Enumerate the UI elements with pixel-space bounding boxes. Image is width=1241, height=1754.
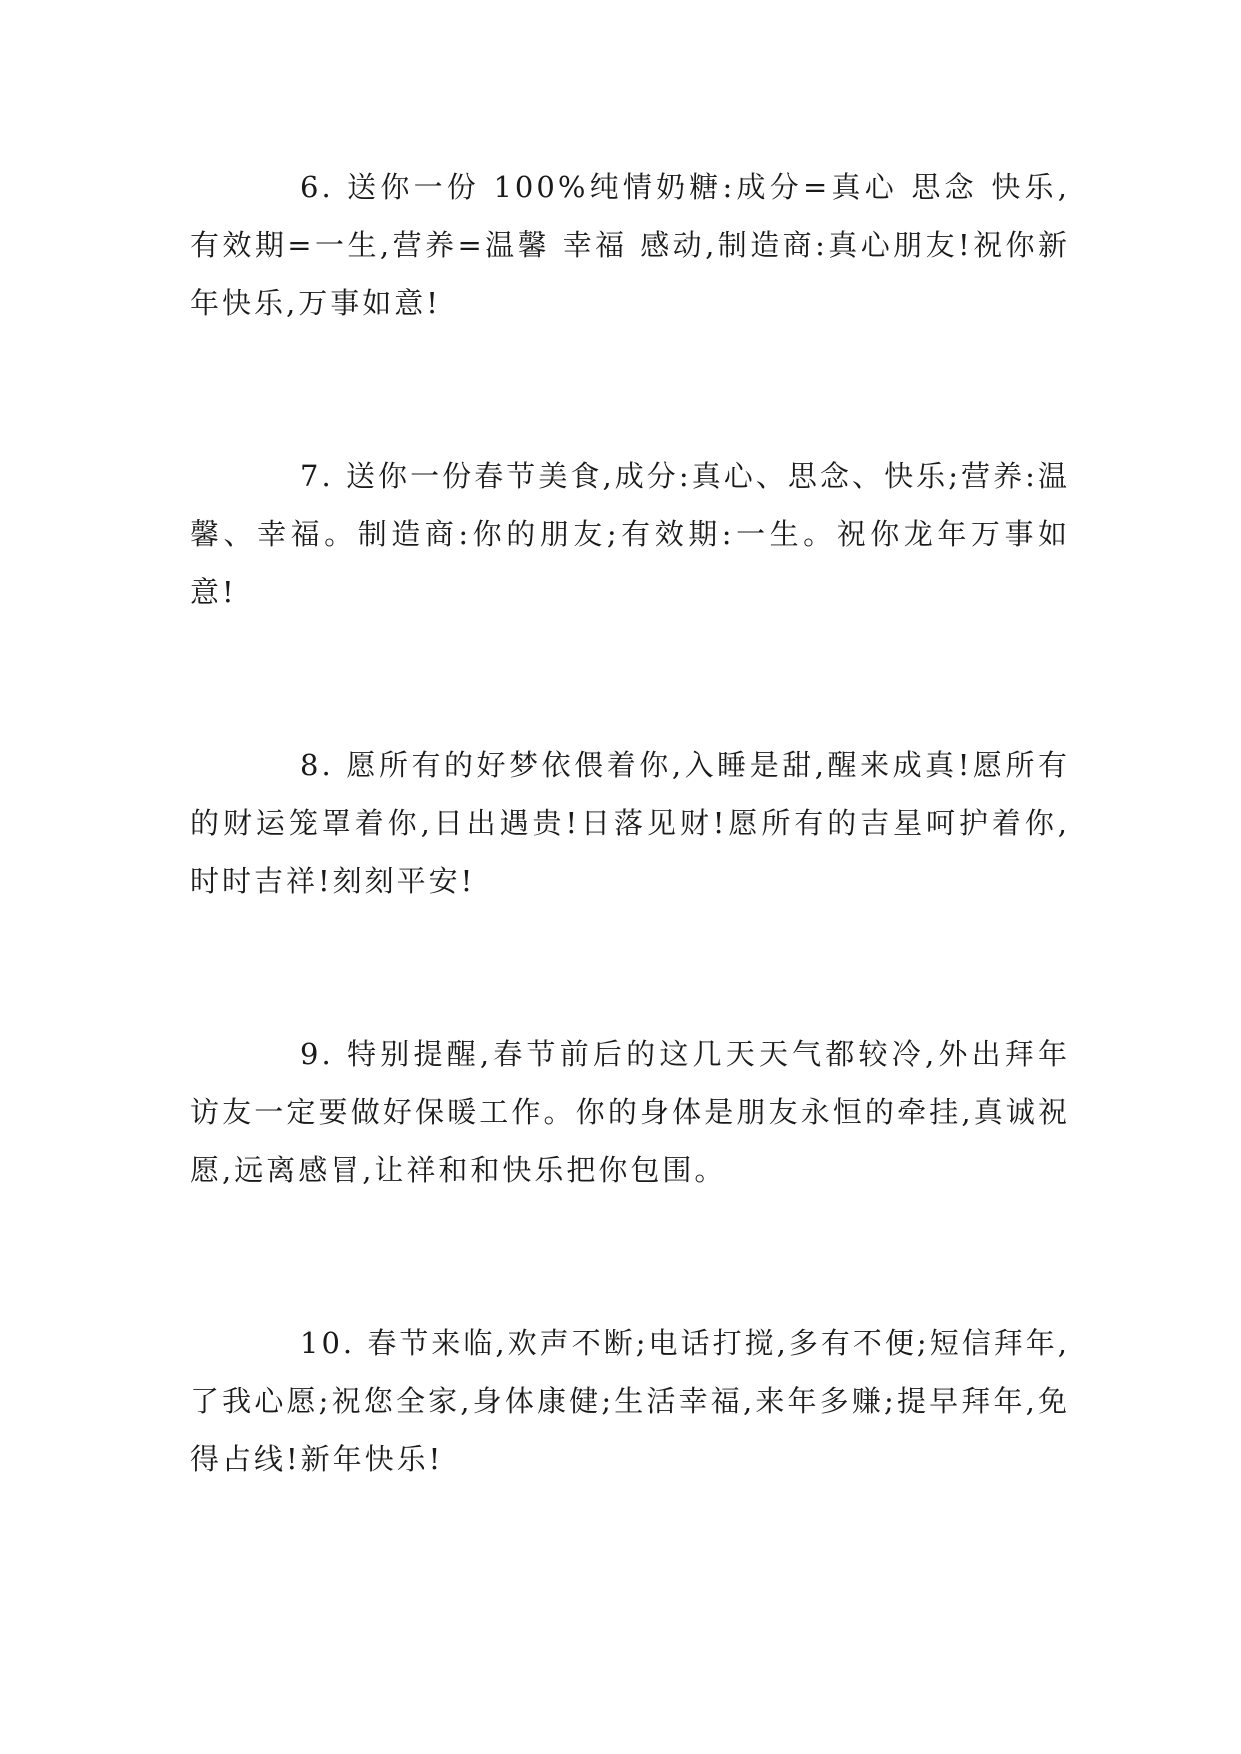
- paragraph-8: 8. 愿所有的好梦依偎着你,入睡是甜,醒来成真!愿所有的财运笼罩着你,日出遇贵!日落见财!愿所有的吉星呵护着你,时时吉祥!刻刻平安!: [190, 748, 1070, 898]
- paragraph-10: 10. 春节来临,欢声不断;电话打搅,多有不便;短信拜年,了我心愿;祝您全家,身体康健;生活幸福,来年多赚;提早拜年,免得占线!新年快乐!: [190, 1326, 1070, 1476]
- paragraph-9: 9. 特别提醒,春节前后的这几天天气都较冷,外出拜年访友一定要做好保暖工作。你的身体是朋友永恒的牵挂,真诚祝愿,远离感冒,让祥和和快乐把你包围。: [190, 1037, 1070, 1187]
- paragraph-6: 6. 送你一份 100%纯情奶糖:成分=真心 思念 快乐,有效期=一生,营养=温馨 幸福 感动,制造商:真心朋友!祝你新年快乐,万事如意!: [190, 170, 1070, 320]
- paragraph-7: 7. 送你一份春节美食,成分:真心、思念、快乐;营养:温馨、幸福。制造商:你的朋友;有效期:一生。祝你龙年万事如意!: [190, 459, 1070, 609]
